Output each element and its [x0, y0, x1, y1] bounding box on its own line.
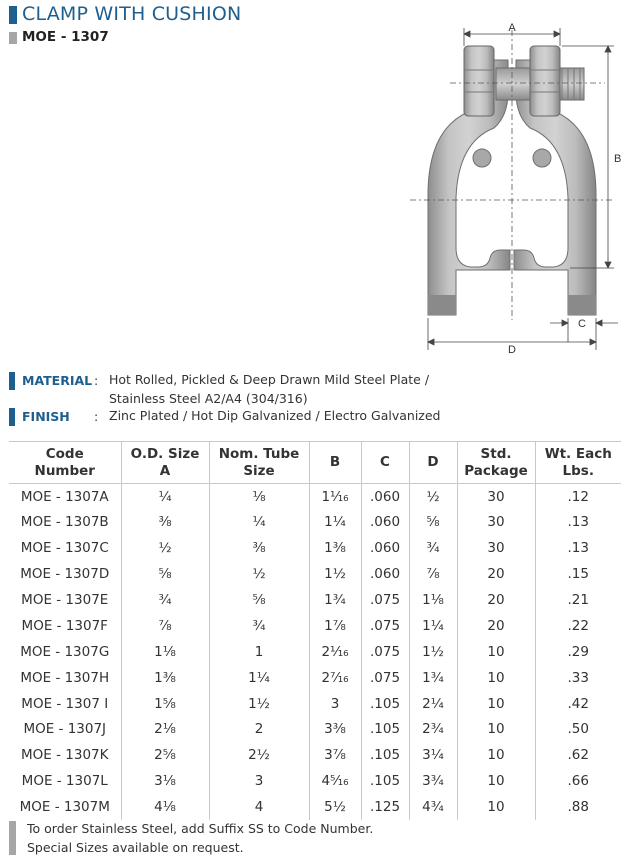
- table-cell: 2½: [209, 742, 309, 768]
- table-cell: ⅝: [409, 509, 457, 535]
- table-cell: 10: [457, 768, 535, 794]
- table-row: [9, 768, 621, 794]
- notes-accent-bar: [9, 821, 16, 855]
- table-cell: 1¼: [309, 509, 361, 535]
- table-cell: 1½: [309, 561, 361, 587]
- table-cell: .105: [361, 717, 409, 743]
- table-cell: 2¾: [409, 717, 457, 743]
- table-cell: .060: [361, 484, 409, 510]
- material-label: MATERIAL: [22, 373, 93, 388]
- table-cell: 2: [209, 717, 309, 743]
- table-cell: 10: [457, 691, 535, 717]
- table-cell: 30: [457, 484, 535, 510]
- table-cell: .075: [361, 665, 409, 691]
- table-cell: ⅛: [209, 484, 309, 510]
- table-cell: 4⅛: [121, 794, 209, 820]
- table-cell: .22: [567, 617, 589, 634]
- model-accent-bar: [9, 32, 17, 44]
- table-cell: 1½: [409, 639, 457, 665]
- table-cell: 10: [457, 717, 535, 743]
- table-cell: 30: [457, 509, 535, 535]
- table-cell: 2⅛: [121, 717, 209, 743]
- table-row: [9, 535, 621, 561]
- table-cell: 3: [309, 691, 361, 717]
- table-cell: .060: [361, 509, 409, 535]
- column-header-line-2: A: [159, 462, 171, 479]
- table-cell: .13: [567, 540, 589, 557]
- column-header-line-1: O.D. Size: [130, 445, 200, 462]
- finish-colon: :: [94, 409, 99, 424]
- table-cell: ⅜: [121, 509, 209, 535]
- table-cell: .075: [361, 587, 409, 613]
- table-row: [9, 742, 621, 768]
- dimension-label-d: D: [508, 344, 516, 355]
- table-row: [9, 691, 621, 717]
- column-header-line-2: Size: [243, 462, 275, 479]
- table-cell: 1⅜: [121, 665, 209, 691]
- table-cell: MOE - 1307L: [9, 768, 121, 794]
- table-cell: 4: [209, 794, 309, 820]
- column-header-line-1: Code: [45, 445, 84, 462]
- table-row: [9, 639, 621, 665]
- table-cell: 5½: [309, 794, 361, 820]
- table-cell: ¾: [209, 613, 309, 639]
- column-header: [9, 442, 121, 484]
- table-cell: ¼: [121, 484, 209, 510]
- table-cell: 4¾: [409, 794, 457, 820]
- column-header-line-1: Wt. Each: [544, 445, 612, 462]
- table-cell: MOE - 1307B: [9, 509, 121, 535]
- table-cell: 1¼: [209, 665, 309, 691]
- table-cell: 20: [457, 613, 535, 639]
- table-cell: .62: [567, 747, 589, 764]
- table-cell: .105: [361, 742, 409, 768]
- table-cell: 1¹⁄₁₆: [309, 484, 361, 510]
- table-cell: 1⅛: [409, 587, 457, 613]
- table-cell: MOE - 1307 I: [9, 691, 121, 717]
- table-cell: 10: [457, 665, 535, 691]
- column-header: [209, 442, 309, 484]
- finish-text: Zinc Plated / Hot Dip Galvanized / Electro Galvanized: [109, 408, 441, 423]
- table-cell: 1⅛: [121, 639, 209, 665]
- table-cell: 2¼: [409, 691, 457, 717]
- column-header-line-2: Lbs.: [562, 462, 594, 479]
- table-cell: .105: [361, 768, 409, 794]
- table-row: [9, 509, 621, 535]
- table-cell: .66: [567, 773, 589, 790]
- table-header-row: [9, 442, 621, 484]
- table-cell: ⅝: [121, 561, 209, 587]
- column-header: [309, 442, 361, 484]
- table-cell: MOE - 1307H: [9, 665, 121, 691]
- table-row: [9, 794, 621, 820]
- material-line-1: Hot Rolled, Pickled & Deep Drawn Mild Steel Plate /: [109, 372, 430, 387]
- column-header-line-2: Package: [464, 462, 528, 479]
- table-cell: ½: [209, 561, 309, 587]
- table-row: [9, 613, 621, 639]
- table-cell: 2¹⁄₁₆: [309, 639, 361, 665]
- table-cell: .060: [361, 535, 409, 561]
- table-cell: 10: [457, 794, 535, 820]
- table-cell: 2⅝: [121, 742, 209, 768]
- table-cell: ½: [409, 484, 457, 510]
- table-cell: 3⅛: [121, 768, 209, 794]
- table-cell: .15: [567, 566, 589, 583]
- table-cell: 1¾: [309, 587, 361, 613]
- table-cell: ¾: [409, 535, 457, 561]
- table-cell: 1½: [209, 691, 309, 717]
- table-cell: 1⅞: [309, 613, 361, 639]
- column-header-line-1: B: [329, 454, 341, 470]
- dimension-label-a: A: [508, 22, 516, 34]
- table-cell: .33: [567, 669, 589, 686]
- material-accent-bar: [9, 372, 15, 390]
- column-header-line-2: Number: [34, 462, 95, 479]
- column-header: [409, 442, 457, 484]
- table-cell: ⅜: [209, 535, 309, 561]
- page-title: CLAMP WITH CUSHION: [22, 3, 242, 25]
- column-header: [457, 442, 535, 484]
- nut-right: [530, 46, 560, 116]
- nut-left: [464, 46, 494, 116]
- column-header: [361, 442, 409, 484]
- table-cell: .29: [567, 643, 589, 660]
- table-cell: MOE - 1307F: [9, 613, 121, 639]
- table-cell: .12: [567, 488, 589, 505]
- finish-label: FINISH: [22, 409, 70, 424]
- table-cell: .125: [361, 794, 409, 820]
- model-number: MOE - 1307: [22, 29, 109, 45]
- table-row: [9, 587, 621, 613]
- table-cell: 1¾: [409, 665, 457, 691]
- table-cell: 10: [457, 639, 535, 665]
- column-header-line-1: Nom. Tube: [218, 445, 300, 462]
- table-cell: MOE - 1307J: [9, 717, 121, 743]
- table-cell: ⅞: [409, 561, 457, 587]
- column-header-line-1: Std.: [480, 445, 512, 462]
- material-line-2: Stainless Steel A2/A4 (304/316): [109, 391, 308, 406]
- table-cell: 1⅝: [121, 691, 209, 717]
- table-cell: MOE - 1307K: [9, 742, 121, 768]
- table-cell: 3¾: [409, 768, 457, 794]
- table-cell: 1⅜: [309, 535, 361, 561]
- table-cell: 2⁷⁄₁₆: [309, 665, 361, 691]
- table-cell: ¼: [209, 509, 309, 535]
- dimension-label-b: B: [614, 153, 622, 165]
- table-cell: ¾: [121, 587, 209, 613]
- table-cell: ½: [121, 535, 209, 561]
- column-header: [121, 442, 209, 484]
- table-row: [9, 484, 621, 510]
- column-header: [535, 442, 621, 484]
- table-cell: MOE - 1307M: [9, 794, 121, 820]
- column-header-line-1: D: [427, 454, 439, 470]
- table-cell: ⅝: [209, 587, 309, 613]
- table-cell: .105: [361, 691, 409, 717]
- table-cell: 3: [209, 768, 309, 794]
- table-cell: 1¼: [409, 613, 457, 639]
- note-special-sizes: Special Sizes available on request.: [27, 840, 244, 855]
- table-cell: .060: [361, 561, 409, 587]
- table-cell: MOE - 1307E: [9, 587, 121, 613]
- specification-table: [9, 441, 621, 820]
- table-cell: ⅞: [121, 613, 209, 639]
- table-cell: .075: [361, 639, 409, 665]
- table-cell: .21: [567, 592, 589, 608]
- title-accent-bar: [9, 6, 17, 24]
- table-cell: 3¼: [409, 742, 457, 768]
- table-row: [9, 561, 621, 587]
- table-cell: 1: [209, 639, 309, 665]
- table-cell: .075: [361, 613, 409, 639]
- table-cell: .13: [567, 514, 589, 531]
- table-cell: MOE - 1307C: [9, 535, 121, 561]
- table-row: [9, 665, 621, 691]
- table-cell: MOE - 1307G: [9, 639, 121, 665]
- table-row: [9, 717, 621, 743]
- table-cell: 30: [457, 535, 535, 561]
- table-cell: 20: [457, 587, 535, 613]
- table-cell: MOE - 1307D: [9, 561, 121, 587]
- note-stainless: To order Stainless Steel, add Suffix SS to Code Number.: [27, 821, 374, 836]
- table-cell: .88: [567, 799, 589, 816]
- table-cell: MOE - 1307A: [9, 484, 121, 510]
- finish-accent-bar: [9, 408, 15, 426]
- clamp-drawing: [400, 20, 625, 355]
- dimension-label-c: C: [578, 318, 586, 330]
- table-cell: 3⅜: [309, 717, 361, 743]
- material-colon: :: [94, 373, 99, 388]
- table-cell: .42: [567, 695, 589, 712]
- table-cell: 10: [457, 742, 535, 768]
- table-cell: .50: [567, 721, 589, 738]
- table-cell: 20: [457, 561, 535, 587]
- column-header-line-1: C: [380, 454, 390, 470]
- table-cell: 4⁵⁄₁₆: [309, 768, 361, 794]
- table-cell: 3⅞: [309, 742, 361, 768]
- table-body: [9, 484, 621, 821]
